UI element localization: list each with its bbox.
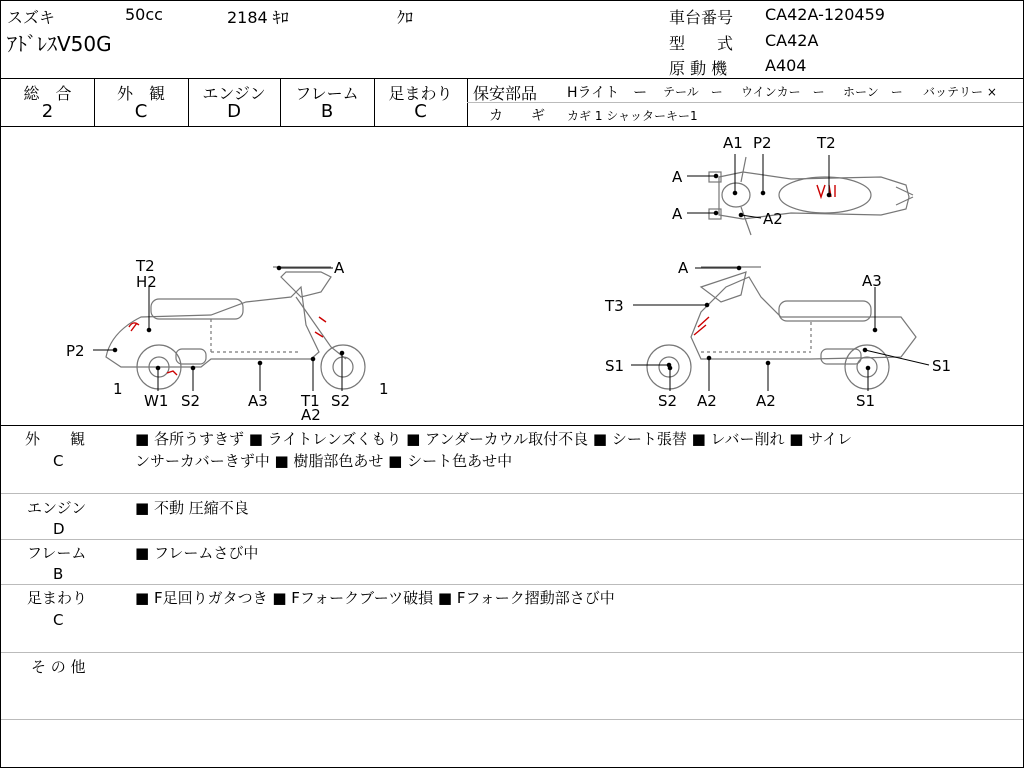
suspension-grade-label: 足まわり: [388, 84, 453, 103]
diagram-label: T2: [817, 134, 836, 152]
diagram-label: S1: [932, 357, 952, 375]
frame-no: CA42A-120459: [765, 5, 885, 24]
engine-label: 原 動 機: [669, 59, 728, 78]
color: ｸﾛ: [397, 8, 414, 27]
exterior-section-grade: C: [53, 452, 64, 470]
damage-mark: [694, 317, 709, 335]
key-value: カギ 1 シャッターキー1: [567, 109, 698, 123]
safety-horn: ホーン ー: [843, 85, 903, 99]
type-label: 型 式: [669, 34, 734, 53]
model-name: ｱﾄﾞﾚｽV50G: [7, 32, 112, 56]
engine-notes: ■ 不動 圧縮不良: [135, 499, 249, 517]
diagram-label: S2: [658, 392, 678, 410]
diagram-label: S2: [331, 392, 351, 410]
mileage: 2184 ｷﾛ: [227, 8, 289, 27]
diagram-label: T3: [605, 297, 624, 315]
diagram-label: 1: [113, 380, 123, 398]
damage-mark: [129, 323, 139, 331]
diagram-label: S1: [605, 357, 625, 375]
overall-label: 総 合: [23, 84, 72, 103]
diagram-label: S1: [856, 392, 876, 410]
engine-section-grade: D: [53, 520, 65, 538]
diagram-label: T1: [301, 392, 320, 410]
suspension-section-label: 足まわり: [27, 589, 88, 607]
type-value: CA42A: [765, 31, 819, 50]
diagram-label: A: [334, 259, 345, 277]
diagram-label: A1: [723, 134, 743, 152]
suspension-grade: C: [414, 101, 427, 122]
exterior-label: 外 観: [116, 84, 165, 103]
frame-section-grade: B: [53, 565, 64, 583]
diagram-label: A2: [763, 210, 783, 228]
diagram-label: A3: [862, 272, 882, 290]
frame-notes: ■ フレームさび中: [135, 544, 259, 562]
diagram-label: P2: [753, 134, 772, 152]
safety-headlight: Hライト ー: [567, 85, 648, 101]
diagram-label: A: [672, 205, 683, 223]
diagram-label: A3: [248, 392, 268, 410]
key-label: カ ギ: [489, 108, 545, 124]
safety-tail: テール ー: [663, 85, 723, 99]
engine-grade: D: [227, 101, 241, 122]
diagram-label: 1: [379, 380, 389, 398]
diagram-label: W1: [144, 392, 169, 410]
suspension-section-grade: C: [53, 611, 64, 629]
exterior-grade: C: [134, 101, 148, 122]
overall-grade: 2: [41, 101, 54, 122]
safety-battery: バッテリー ×: [923, 85, 997, 99]
exterior-section-label: 外 観: [25, 430, 86, 448]
other-section-label: そ の 他: [31, 658, 86, 676]
right-scooter-seat: [779, 301, 871, 321]
exterior-notes-line2: ンサーカバーきず中 ■ 樹脂部色あせ ■ シート色あせ中: [135, 452, 513, 470]
engine-model: A404: [765, 56, 807, 75]
right-scooter-body: [691, 277, 916, 359]
safety-label: 保安部品: [473, 84, 538, 103]
diagram-label: T2: [136, 257, 155, 275]
engine-section-label: エンジン: [27, 499, 87, 517]
diagram-label: H2: [136, 273, 157, 291]
top-view-seat: [779, 177, 871, 213]
diagram-label: A2: [697, 392, 717, 410]
diagram-label: A2: [301, 406, 321, 424]
diagram-label: A: [678, 259, 689, 277]
safety-winker: ウインカー ー: [741, 85, 825, 99]
divider: [1, 78, 1023, 79]
scooter-diagram: [1, 127, 1023, 425]
frame-no-label: 車台番号: [669, 8, 734, 27]
maker: スズキ: [7, 8, 56, 27]
diagram-label: S2: [181, 392, 201, 410]
frame-grade: B: [320, 101, 334, 122]
diagram-label: A2: [756, 392, 776, 410]
diagram-label: A: [672, 168, 683, 186]
suspension-notes: ■ F足回りガタつき ■ Fフォークブーツ破損 ■ Fフォーク摺動部さび中: [135, 589, 615, 607]
damage-mark: [817, 185, 835, 197]
exterior-notes-line1: ■ 各所うすきず ■ ライトレンズくもり ■ アンダーカウル取付不良 ■ シート張替 ■ レバー削れ ■ サイレ: [135, 430, 853, 448]
frame-section-label: フレーム: [27, 544, 87, 562]
engine-grade-label: エンジン: [202, 84, 266, 103]
displacement: 50cc: [125, 5, 163, 24]
frame-grade-label: フレーム: [295, 84, 359, 103]
diagram-label: P2: [66, 342, 85, 360]
